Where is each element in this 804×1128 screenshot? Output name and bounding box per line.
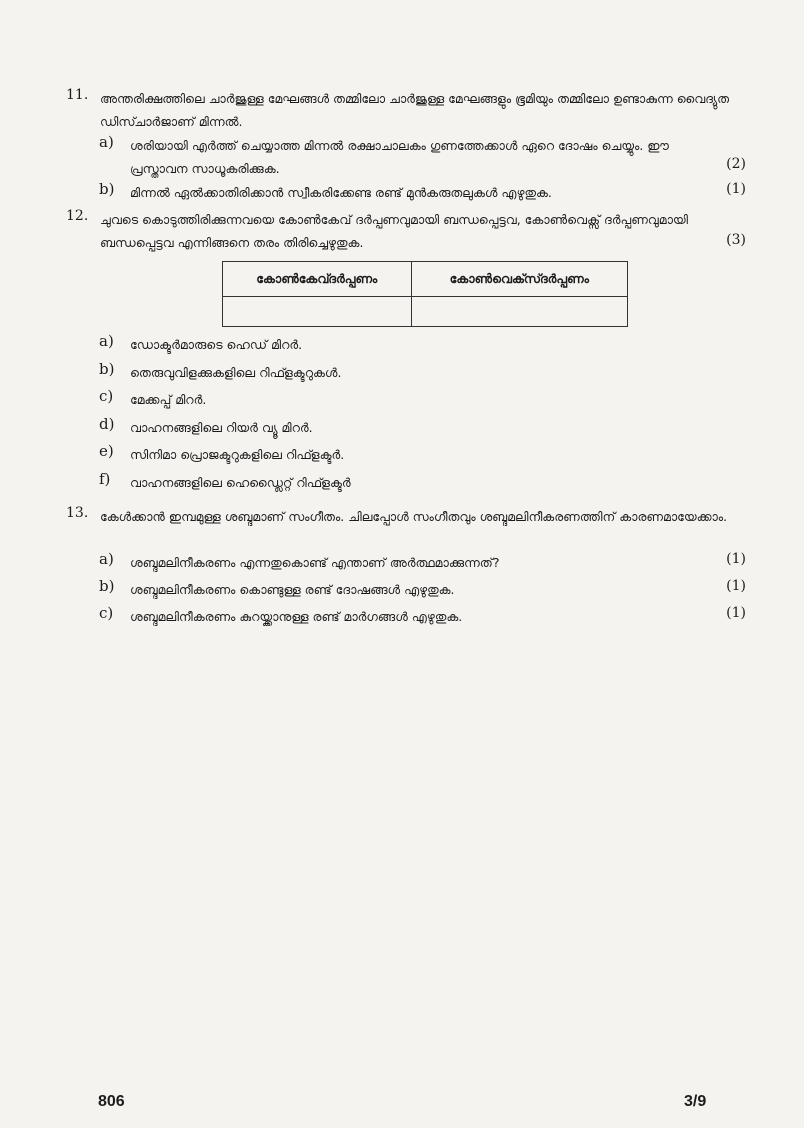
marks: (3) <box>726 232 746 248</box>
question-number: 12. <box>66 208 89 224</box>
page-number: 3/9 <box>684 1093 707 1110</box>
question-number: 11. <box>66 87 89 103</box>
question-text: അന്തരിക്ഷത്തിലെ ചാർജുള്ള മേഘങ്ങൾ തമ്മിലോ ചാർജുള്ള മേഘങ്ങളും ഭൂമിയും തമ്മിലോ ഉണ്ടാകുന്ന വൈദ്യുത ഡിസ്ചാർജാണ് മിന്നൽ. <box>100 91 730 129</box>
item-text: സിനിമാ പ്രൊജക്ടറുകളിലെ റിഫ്ളക്ടർ. <box>130 447 345 462</box>
item-letter: e) <box>99 442 114 460</box>
marks: (1) <box>726 551 746 567</box>
question-11-part-b <box>99 181 746 205</box>
part-letter: c) <box>99 604 114 622</box>
list-item <box>99 416 746 440</box>
marks: (2) <box>726 156 746 172</box>
item-letter: f) <box>99 470 111 488</box>
part-text: മിന്നൽ ഏൽക്കാതിരിക്കാൻ സ്വീകരിക്കേണ്ട രണ്ട് മുൻകരുതലുകൾ എഴുതുക. <box>130 185 552 200</box>
question-13-part-b <box>99 578 746 602</box>
question-13-part-a <box>99 551 746 575</box>
part-letter: b) <box>99 180 115 198</box>
marks: (1) <box>726 578 746 594</box>
part-letter: b) <box>99 577 115 595</box>
classification-table <box>222 261 628 327</box>
paper-code: 806 <box>98 1093 125 1110</box>
question-13-part-c <box>99 605 746 629</box>
item-text: വാഹനങ്ങളിലെ റിയർ വ്യൂ മിറർ. <box>130 420 313 435</box>
part-text: ശബ്ദമലിനീകരണം കുറയ്ക്കാനുള്ള രണ്ട് മാർഗങ്ങൾ എഴുതുക. <box>130 609 463 624</box>
item-text: തെരുവുവിളക്കുകളിലെ റിഫ്ളക്ടറുകൾ. <box>130 365 342 380</box>
part-text: ശരിയായി എർത്ത് ചെയ്യാത്ത മിന്നൽ രക്ഷാചാലകം ഗുണത്തേക്കാൾ ഏറെ ദോഷം ചെയ്യും. ഈ പ്രസ്താവന സാധൂകരിക്കുക. <box>130 138 669 176</box>
table-cell-convex <box>411 297 627 327</box>
question-text: കേൾക്കാൻ ഇമ്പമുള്ള ശബ്ദമാണ് സംഗീതം. ചിലപ്പോൾ സംഗീതവും ശബ്ദമലിനീകരണത്തിന് കാരണമായേക്കാം. <box>100 509 728 524</box>
item-letter: d) <box>99 415 115 433</box>
item-letter: a) <box>99 332 114 350</box>
item-letter: c) <box>99 387 114 405</box>
item-text: മേക്കപ്പ് മിറർ. <box>130 392 207 407</box>
table-cell-concave <box>223 297 412 327</box>
part-letter: a) <box>99 133 114 151</box>
question-13 <box>66 505 756 553</box>
part-text: ശബ്ദമലിനീകരണം കൊണ്ടുള്ള രണ്ട് ദോഷങ്ങൾ എഴുതുക. <box>130 582 455 597</box>
table-header-concave: കോൺകേവ്ദർപ്പണം <box>223 262 412 297</box>
list-item <box>99 388 746 412</box>
item-text: ഡോക്ടർമാരുടെ ഹെഡ് മിറർ. <box>130 337 303 352</box>
part-letter: a) <box>99 550 114 568</box>
part-text: ശബ്ദമലിനീകരണം എന്നതുകൊണ്ട് എന്താണ് അർത്ഥമാക്കുന്നത്? <box>130 555 500 570</box>
table-header-convex: കോൺവെക്സ്ദർപ്പണം <box>411 262 627 297</box>
list-item <box>99 361 746 385</box>
marks: (1) <box>726 605 746 621</box>
list-item <box>99 471 746 495</box>
question-11-part-a <box>99 134 746 182</box>
item-text: വാഹനങ്ങളിലെ ഹെഡ്ലൈറ്റ് റിഫ്ളക്ടർ <box>130 475 351 490</box>
item-letter: b) <box>99 360 115 378</box>
marks: (1) <box>726 181 746 197</box>
question-text: ചുവടെ കൊടുത്തിരിക്കുന്നവയെ കോൺകേവ് ദർപ്പണവുമായി ബന്ധപ്പെട്ടവ, കോൺവെക്സ് ദർപ്പണവുമായി ബന്ധപ്പെട്ടവ എന്നിങ്ങനെ തരം തിരിച്ചെഴുതുക. <box>100 212 688 250</box>
list-item <box>99 443 746 467</box>
question-11 <box>66 87 756 135</box>
question-12 <box>66 208 756 256</box>
list-item <box>99 333 746 357</box>
question-number: 13. <box>66 505 89 521</box>
